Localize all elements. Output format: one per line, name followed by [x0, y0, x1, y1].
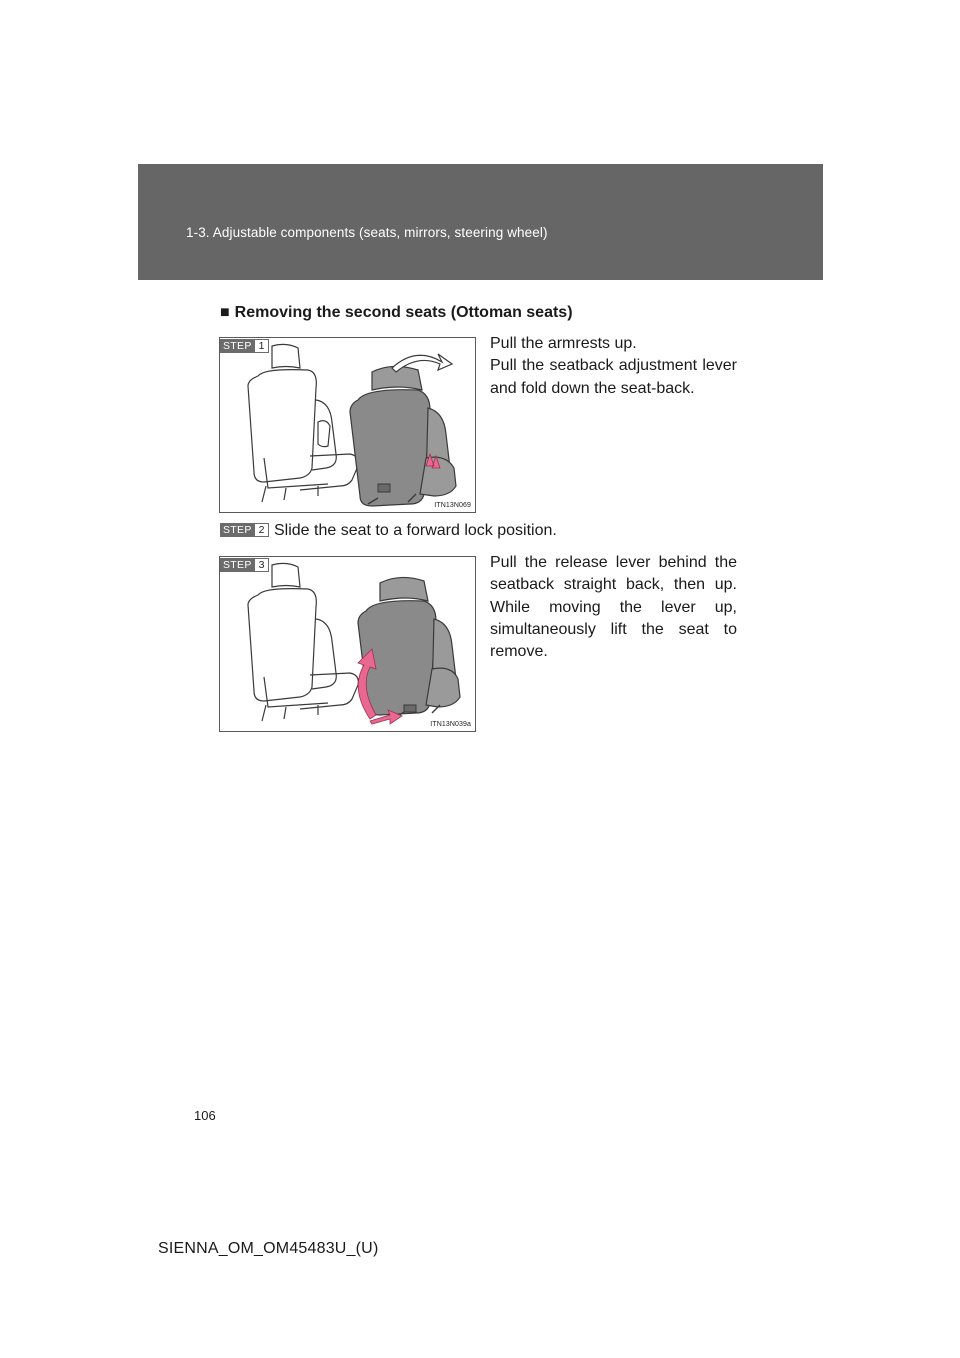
figure-code: ITN13N069 [434, 502, 471, 509]
rear-seat-outline [248, 344, 358, 502]
step-1-paragraph-1: Pull the armrests up. [490, 335, 637, 352]
rear-seat-outline [248, 563, 358, 721]
footer-doc-code: SIENNA_OM_OM45483U_(U) [158, 1240, 379, 1257]
seat-fold-illustration [220, 338, 475, 512]
step-badge-2: STEP 2 [220, 523, 269, 537]
page-number: 106 [194, 1108, 216, 1123]
step-3-text [490, 552, 737, 663]
square-bullet-icon: ■ [220, 304, 230, 321]
front-seat-shaded [358, 577, 460, 717]
figure-code: ITN13N039a [430, 721, 471, 728]
step-3-paragraph-1: Pull the release lever behind the seatback straight back, then up. While moving the lever up, simultaneously lift the seat to remove. [490, 554, 737, 661]
seat-remove-illustration [220, 557, 475, 731]
step-badge-1: STEP 1 [220, 339, 269, 353]
step-1-text [490, 333, 737, 400]
step-2-text: Slide the seat to a forward lock position. [274, 522, 557, 539]
section-heading-text: Removing the second seats (Ottoman seats) [234, 304, 573, 321]
section-heading [220, 304, 573, 322]
header-section-title: 1-3. Adjustable components (seats, mirrors, steering wheel) [186, 225, 548, 240]
header-band [138, 164, 823, 280]
figure-step-3 [219, 556, 476, 732]
step-badge-3: STEP 3 [220, 558, 269, 572]
step-1-paragraph-2: Pull the seatback adjustment lever and fold down the seat-back. [490, 357, 737, 397]
front-seat-shaded [350, 366, 456, 506]
figure-step-1 [219, 337, 476, 513]
